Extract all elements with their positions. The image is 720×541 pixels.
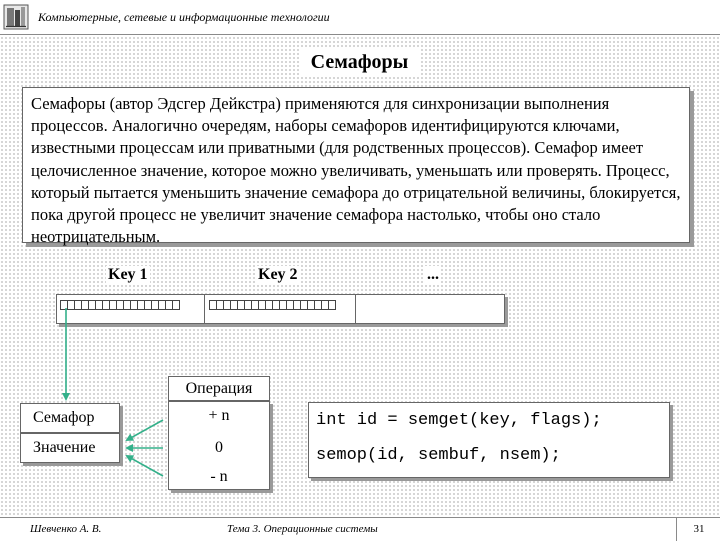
array-divider	[355, 295, 356, 323]
code-semop: semop(id, sembuf, nsem);	[316, 446, 561, 465]
key-more-label: ...	[427, 266, 439, 283]
page-number: 31	[676, 518, 720, 541]
key-2-label: Key 2	[258, 266, 298, 283]
operation-header: Операция	[168, 376, 270, 401]
operation-minus-n: - n	[210, 468, 228, 485]
header-bar	[0, 0, 720, 35]
operation-plus-n: + n	[208, 407, 230, 424]
code-semget: int id = semget(key, flags);	[316, 411, 602, 430]
course-title: Компьютерные, сетевые и информационные технологии	[38, 10, 330, 24]
footer-topic: Тема 3. Операционные системы	[227, 523, 378, 535]
code-box	[308, 402, 670, 478]
footer-author: Шевченко А. В.	[30, 523, 102, 535]
value-box	[20, 433, 120, 463]
page-title: Семафоры	[299, 49, 420, 75]
description-box: Семафоры (автор Эдсгер Дейкстра) применяются для синхронизации выполнения процессов. Аналогично очередям, наборы семафоров идентифицируются ключами, известными процессам или приватными (для родственных процессов). Семафор имеет целочисленное значение, которое можно увеличивать, уменьшать или проверять. Процесс, который пытается уменьшить значение семафора до отрицательной величины, блокируется, пока другой процесс не увеличит значение семафора настолько, чтобы оно стало неотрицательным.	[22, 87, 690, 243]
arrow-minus-n	[127, 456, 163, 476]
semaphore-set-1-cells	[60, 300, 179, 310]
operation-column	[168, 401, 270, 490]
book-stack-icon	[3, 4, 29, 30]
semaphore-box	[20, 403, 120, 433]
value-label: Значение	[33, 439, 96, 456]
operation-zero: 0	[215, 439, 223, 456]
semaphore-set-array	[56, 294, 505, 324]
key-1-label: Key 1	[108, 266, 148, 283]
arrow-plus-n	[127, 420, 163, 440]
footer-bar	[0, 517, 720, 541]
semaphore-label: Семафор	[33, 409, 95, 426]
semaphore-set-2-cells	[209, 300, 335, 310]
array-divider	[204, 295, 205, 323]
